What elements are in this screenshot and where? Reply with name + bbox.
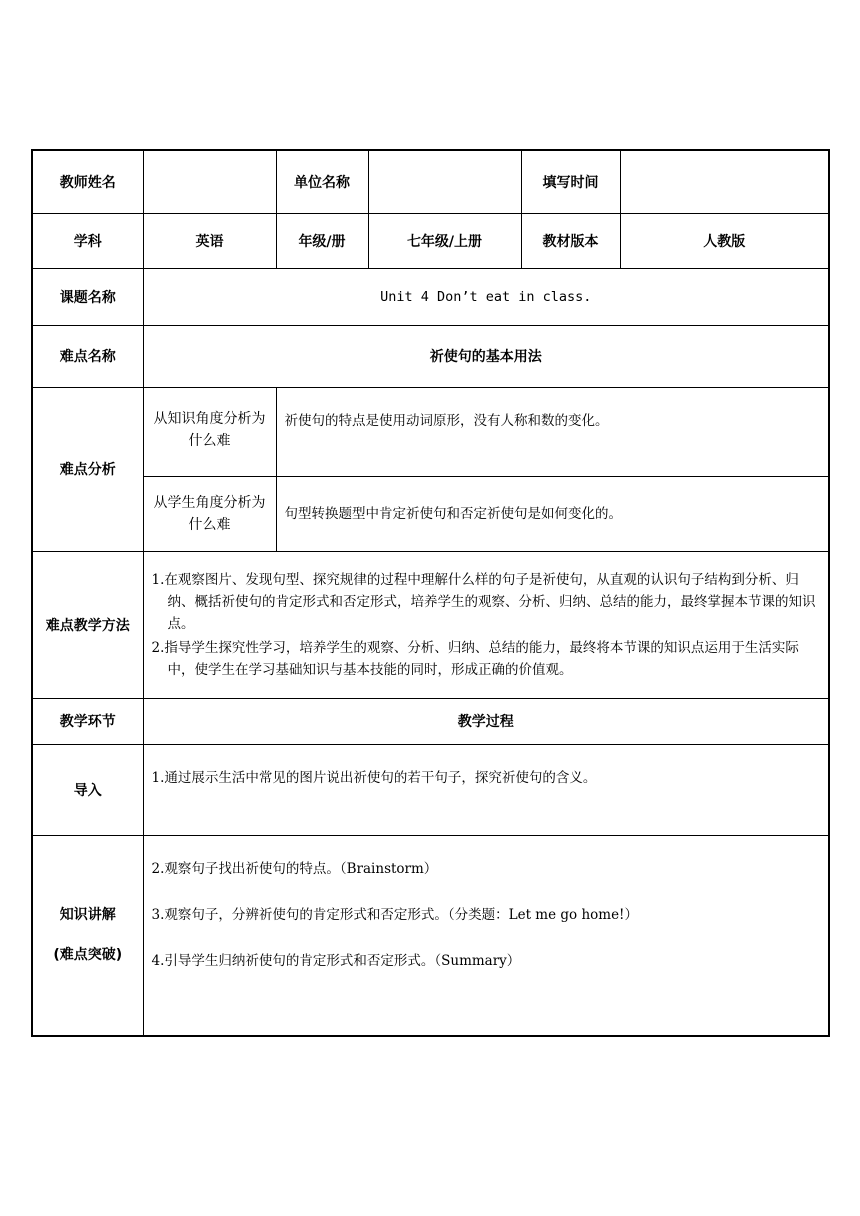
unit-name-value[interactable] [368, 150, 521, 213]
fill-time-value[interactable] [620, 150, 829, 213]
knowledge-angle-label: 从知识角度分析为什么难 [143, 387, 276, 476]
process-label: 教学过程 [143, 698, 829, 744]
lesson-plan-table [31, 149, 830, 1037]
difficulty-value: 祈使句的基本用法 [143, 325, 829, 387]
topic-label: 课题名称 [32, 268, 143, 325]
row-analysis-student [32, 476, 829, 551]
student-angle-text: 句型转换题型中肯定祈使句和否定祈使句是如何变化的。 [276, 476, 829, 551]
row-method [32, 551, 829, 698]
explain-item: 2.观察句子找出祈使句的特点。（Brainstorm） [151, 860, 438, 877]
row-intro [32, 744, 829, 835]
row-topic [32, 268, 829, 325]
edition-label: 教材版本 [521, 213, 620, 268]
edition-value: 人教版 [620, 213, 829, 268]
explain-label-line1: 知识讲解 [59, 907, 116, 924]
subject-label: 学科 [32, 213, 143, 268]
row-explain [32, 835, 829, 1036]
method-item: 1.在观察图片、发现句型、探究规律的过程中理解什么样的句子是祈使句，从直观的认识句子结构到分析、归纳、概括祈使句的肯定形式和否定形式，培养学生的观察、分析、归纳、总结的能力，最终掌握本节课的知识点。 [151, 571, 816, 632]
row-process-header [32, 698, 829, 744]
row-analysis-knowledge [32, 387, 829, 476]
row-difficulty [32, 325, 829, 387]
grade-label: 年级/册 [276, 213, 368, 268]
explain-item: 3.观察句子，分辨祈使句的肯定形式和否定形式。（分类题：Let me go home!） [151, 906, 638, 923]
row-header [32, 150, 829, 213]
knowledge-angle-text: 祈使句的特点是使用动词原形，没有人称和数的变化。 [276, 387, 829, 476]
stage-label: 教学环节 [32, 698, 143, 744]
teacher-name-value[interactable] [143, 150, 276, 213]
explain-label-line2: (难点突破) [53, 947, 123, 964]
explain-item: 4.引导学生归纳祈使句的肯定形式和否定形式。（Summary） [151, 952, 521, 969]
grade-value: 七年级/上册 [368, 213, 521, 268]
method-label: 难点教学方法 [32, 551, 143, 698]
row-info [32, 213, 829, 268]
fill-time-label: 填写时间 [521, 150, 620, 213]
method-content [143, 551, 829, 698]
lesson-plan-sheet [31, 149, 828, 1035]
analysis-label: 难点分析 [32, 387, 143, 551]
topic-value: Unit 4 Don’t eat in class. [143, 268, 829, 325]
explain-label [32, 835, 143, 1036]
method-item: 2.指导学生探究性学习，培养学生的观察、分析、归纳、总结的能力，最终将本节课的知识点运用于生活实际中，使学生在学习基础知识与基本技能的同时，形成正确的价值观。 [151, 639, 799, 678]
explain-content [143, 835, 829, 1036]
intro-text: 1.通过展示生活中常见的图片说出祈使句的若干句子，探究祈使句的含义。 [143, 744, 829, 835]
student-angle-label: 从学生角度分析为什么难 [143, 476, 276, 551]
unit-name-label: 单位名称 [276, 150, 368, 213]
subject-value: 英语 [143, 213, 276, 268]
difficulty-label: 难点名称 [32, 325, 143, 387]
intro-label: 导入 [32, 744, 143, 835]
teacher-name-label: 教师姓名 [32, 150, 143, 213]
